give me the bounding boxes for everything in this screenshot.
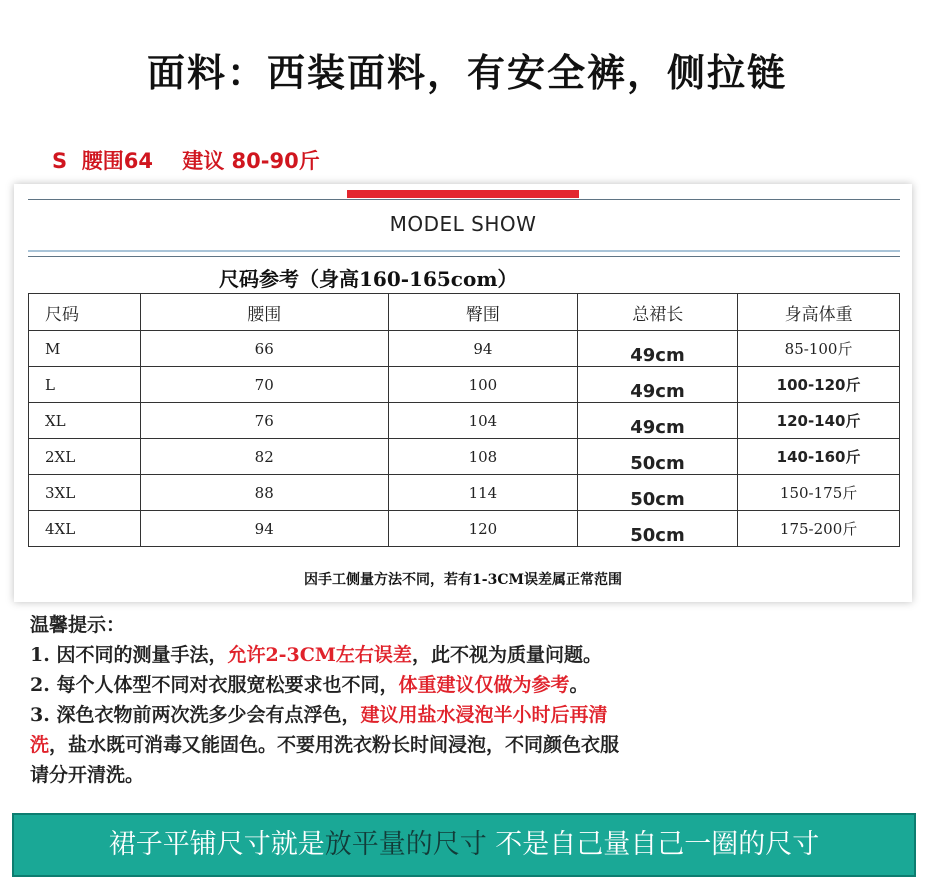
red-accent-bar	[347, 190, 579, 198]
cell-size: XL	[29, 403, 141, 439]
cell-hip: 120	[388, 511, 578, 547]
cell-waist: 66	[140, 331, 388, 367]
cell-waist: 88	[140, 475, 388, 511]
cell-length: 49cm	[578, 331, 738, 367]
cell-length: 50cm	[578, 439, 738, 475]
table-row	[29, 331, 900, 367]
divider-line	[28, 199, 900, 200]
measurement-footnote: 因手工侧量方法不同，若有1-3CM误差属正常范围	[304, 572, 622, 588]
cell-weight: 85-100斤	[738, 331, 900, 367]
tips-section	[30, 610, 880, 790]
cell-length: 50cm	[578, 475, 738, 511]
cell-size: 4XL	[29, 511, 141, 547]
size-table-title: 尺码参考（身高160-165com）	[219, 267, 518, 291]
size-recommendation: S 腰围64 建议 80-90斤	[52, 149, 320, 173]
table-row	[29, 439, 900, 475]
cell-hip: 114	[388, 475, 578, 511]
tip-line-5: 请分开清洗。	[30, 764, 145, 786]
header-length: 总裙长	[578, 294, 738, 331]
cell-weight: 150-175斤	[738, 475, 900, 511]
cell-weight: 100-120斤	[738, 367, 900, 403]
cell-length: 50cm	[578, 511, 738, 547]
cell-hip: 104	[388, 403, 578, 439]
header-waist: 腰围	[140, 294, 388, 331]
model-show-title: MODEL SHOW	[389, 212, 537, 236]
cell-size: L	[29, 367, 141, 403]
table-row	[29, 403, 900, 439]
table-row	[29, 367, 900, 403]
cell-waist: 94	[140, 511, 388, 547]
cell-size: M	[29, 331, 141, 367]
cell-weight: 175-200斤	[738, 511, 900, 547]
tips-title: 温馨提示：	[30, 614, 126, 636]
cell-size: 3XL	[29, 475, 141, 511]
tip-line-1: 1. 因不同的测量手法，允许2-3CM左右误差，此不视为质量问题。	[30, 644, 602, 666]
cell-waist: 70	[140, 367, 388, 403]
cell-hip: 108	[388, 439, 578, 475]
cell-waist: 82	[140, 439, 388, 475]
cell-weight: 140-160斤	[738, 439, 900, 475]
divider-line	[28, 250, 900, 252]
cell-hip: 94	[388, 331, 578, 367]
tip-line-4: 洗，盐水既可消毒又能固色。不要用洗衣粉长时间浸泡，不同颜色衣服	[30, 734, 620, 756]
tip-line-3: 3. 深色衣物前两次洗多少会有点浮色，建议用盐水浸泡半小时后再清	[30, 704, 608, 726]
table-row	[29, 511, 900, 547]
size-chart-card	[14, 184, 912, 602]
header-hip: 臀围	[388, 294, 578, 331]
cell-size: 2XL	[29, 439, 141, 475]
cell-hip: 100	[388, 367, 578, 403]
headline: 面料：西装面料，有安全裤，侧拉链	[146, 51, 787, 95]
cell-waist: 76	[140, 403, 388, 439]
size-table	[28, 293, 900, 547]
cell-length: 49cm	[578, 367, 738, 403]
table-header-row	[29, 294, 900, 331]
table-row	[29, 475, 900, 511]
cell-length: 49cm	[578, 403, 738, 439]
measurement-banner: 裙子平铺尺寸就是放平量的尺寸 不是自己量自己一圈的尺寸	[12, 813, 916, 877]
header-size: 尺码	[29, 294, 141, 331]
cell-weight: 120-140斤	[738, 403, 900, 439]
header-height-weight: 身高体重	[738, 294, 900, 331]
divider-line	[28, 256, 900, 257]
tip-line-2: 2. 每个人体型不同对衣服宽松要求也不同，体重建议仅做为参考。	[30, 674, 589, 696]
